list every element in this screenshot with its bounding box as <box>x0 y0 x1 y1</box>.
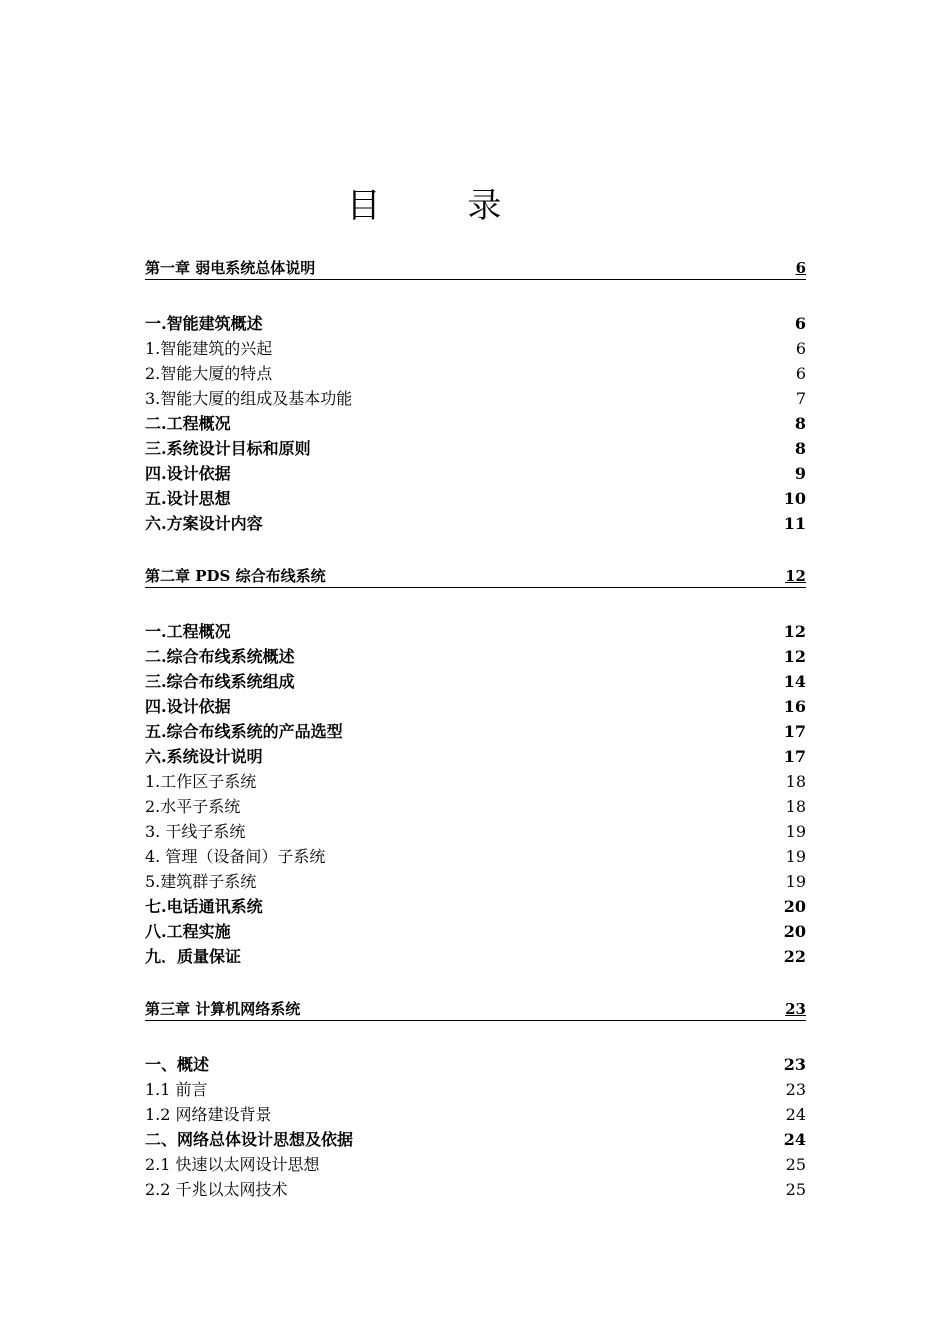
toc-entry[interactable] <box>145 919 806 944</box>
toc-page-number: 23 <box>785 1000 806 1018</box>
table-of-contents <box>145 257 806 1202</box>
toc-page-number: 18 <box>785 772 806 791</box>
toc-entry[interactable] <box>145 411 806 436</box>
toc-page-number: 14 <box>783 672 806 691</box>
toc-entry[interactable] <box>145 361 806 386</box>
toc-page-number: 20 <box>783 922 806 941</box>
toc-entry[interactable] <box>145 1127 806 1152</box>
toc-entry[interactable] <box>145 1152 806 1177</box>
toc-page-number: 25 <box>785 1180 806 1199</box>
toc-entry[interactable] <box>145 1102 806 1127</box>
toc-entry[interactable] <box>145 336 806 361</box>
toc-entry-text: 第三章 计算机网络系统 <box>145 1000 301 1018</box>
toc-page-number: 12 <box>783 622 806 641</box>
toc-entry[interactable] <box>145 719 806 744</box>
toc-page-number: 16 <box>783 697 806 716</box>
toc-page-number: 19 <box>785 847 806 866</box>
toc-entry[interactable] <box>145 486 806 511</box>
toc-chapter-entry[interactable] <box>145 565 806 588</box>
toc-page-number: 22 <box>783 947 806 966</box>
toc-page-number: 8 <box>794 439 806 458</box>
toc-entry-text: 五.综合布线系统的产品选型 <box>145 722 343 741</box>
toc-entry[interactable] <box>145 694 806 719</box>
toc-entry[interactable] <box>145 819 806 844</box>
toc-entry[interactable] <box>145 1077 806 1102</box>
toc-entry-text: 六.方案设计内容 <box>145 514 263 533</box>
toc-entry-text: 3.智能大厦的组成及基本功能 <box>145 389 353 408</box>
toc-page-number: 20 <box>783 897 806 916</box>
toc-entry-text: 第二章 PDS 综合布线系统 <box>145 567 326 585</box>
toc-chapter-entry[interactable] <box>145 257 806 280</box>
toc-entry-text: 二.综合布线系统概述 <box>145 647 295 666</box>
toc-page-number: 9 <box>794 464 806 483</box>
toc-entry-text: 三.系统设计目标和原则 <box>145 439 311 458</box>
toc-entry[interactable] <box>145 869 806 894</box>
toc-entry[interactable] <box>145 1177 806 1202</box>
toc-page-number: 8 <box>794 414 806 433</box>
toc-entry[interactable] <box>145 1052 806 1077</box>
toc-page-number: 18 <box>785 797 806 816</box>
toc-entry-text: 一、概述 <box>145 1055 210 1074</box>
toc-entry-text: 一.工程概况 <box>145 622 231 641</box>
toc-entry[interactable] <box>145 436 806 461</box>
toc-page-number: 11 <box>783 514 806 533</box>
section-spacer <box>145 536 806 565</box>
toc-page-number: 12 <box>783 647 806 666</box>
toc-page-number: 25 <box>785 1155 806 1174</box>
toc-entry-text: 五.设计思想 <box>145 489 231 508</box>
toc-entry[interactable] <box>145 669 806 694</box>
toc-page-number: 7 <box>795 389 806 408</box>
toc-entry-text: 七.电话通讯系统 <box>145 897 263 916</box>
toc-entry-text: 二.工程概况 <box>145 414 231 433</box>
toc-entry-text: 四.设计依据 <box>145 697 231 716</box>
toc-entry[interactable] <box>145 944 806 969</box>
toc-entry-text: 2.1 快速以太网设计思想 <box>145 1155 320 1174</box>
toc-entry-text: 六.系统设计说明 <box>145 747 263 766</box>
toc-entry-text: 1.1 前言 <box>145 1080 208 1099</box>
toc-entry-text: 二、网络总体设计思想及依据 <box>145 1130 354 1149</box>
toc-page-number: 23 <box>785 1080 806 1099</box>
toc-entry-text: 四.设计依据 <box>145 464 231 483</box>
toc-chapter-entry[interactable] <box>145 998 806 1021</box>
toc-page-number: 17 <box>783 722 806 741</box>
section-spacer <box>145 969 806 998</box>
toc-entry-text: 三.综合布线系统组成 <box>145 672 295 691</box>
toc-entry[interactable] <box>145 744 806 769</box>
toc-page-number: 17 <box>783 747 806 766</box>
toc-entry-text: 八.工程实施 <box>145 922 231 941</box>
toc-entry[interactable] <box>145 386 806 411</box>
toc-page-number: 10 <box>783 489 806 508</box>
toc-entry-text: 1.工作区子系统 <box>145 772 257 791</box>
toc-page-number: 19 <box>785 822 806 841</box>
toc-page-number: 23 <box>783 1055 806 1074</box>
toc-entry-text: 5.建筑群子系统 <box>145 872 257 891</box>
toc-entry-text: 九．质量保证 <box>145 947 242 966</box>
toc-page-number: 6 <box>795 339 806 358</box>
toc-entry[interactable] <box>145 644 806 669</box>
toc-entry[interactable] <box>145 619 806 644</box>
toc-entry[interactable] <box>145 769 806 794</box>
toc-page-number: 12 <box>785 567 806 585</box>
toc-entry[interactable] <box>145 844 806 869</box>
toc-page-number: 24 <box>783 1130 806 1149</box>
toc-entry-text: 1.2 网络建设背景 <box>145 1105 272 1124</box>
toc-entry-text: 3. 干线子系统 <box>145 822 246 841</box>
toc-title: 目 录 <box>346 186 540 226</box>
toc-page-number: 24 <box>785 1105 806 1124</box>
toc-entry-text: 4. 管理（设备间）子系统 <box>145 847 326 866</box>
toc-page-number: 6 <box>795 364 806 383</box>
toc-entry[interactable] <box>145 311 806 336</box>
toc-entry-text: 一.智能建筑概述 <box>145 314 263 333</box>
toc-page-number: 6 <box>795 259 806 277</box>
toc-page-number: 6 <box>794 314 806 333</box>
toc-entry-text: 2.2 千兆以太网技术 <box>145 1180 288 1199</box>
toc-entry[interactable] <box>145 511 806 536</box>
toc-entry-text: 2.智能大厦的特点 <box>145 364 273 383</box>
toc-entry-text: 1.智能建筑的兴起 <box>145 339 273 358</box>
toc-entry[interactable] <box>145 894 806 919</box>
toc-entry[interactable] <box>145 794 806 819</box>
toc-entry[interactable] <box>145 461 806 486</box>
toc-entry-text: 第一章 弱电系统总体说明 <box>145 259 316 277</box>
toc-page-number: 19 <box>785 872 806 891</box>
toc-entry-text: 2.水平子系统 <box>145 797 241 816</box>
